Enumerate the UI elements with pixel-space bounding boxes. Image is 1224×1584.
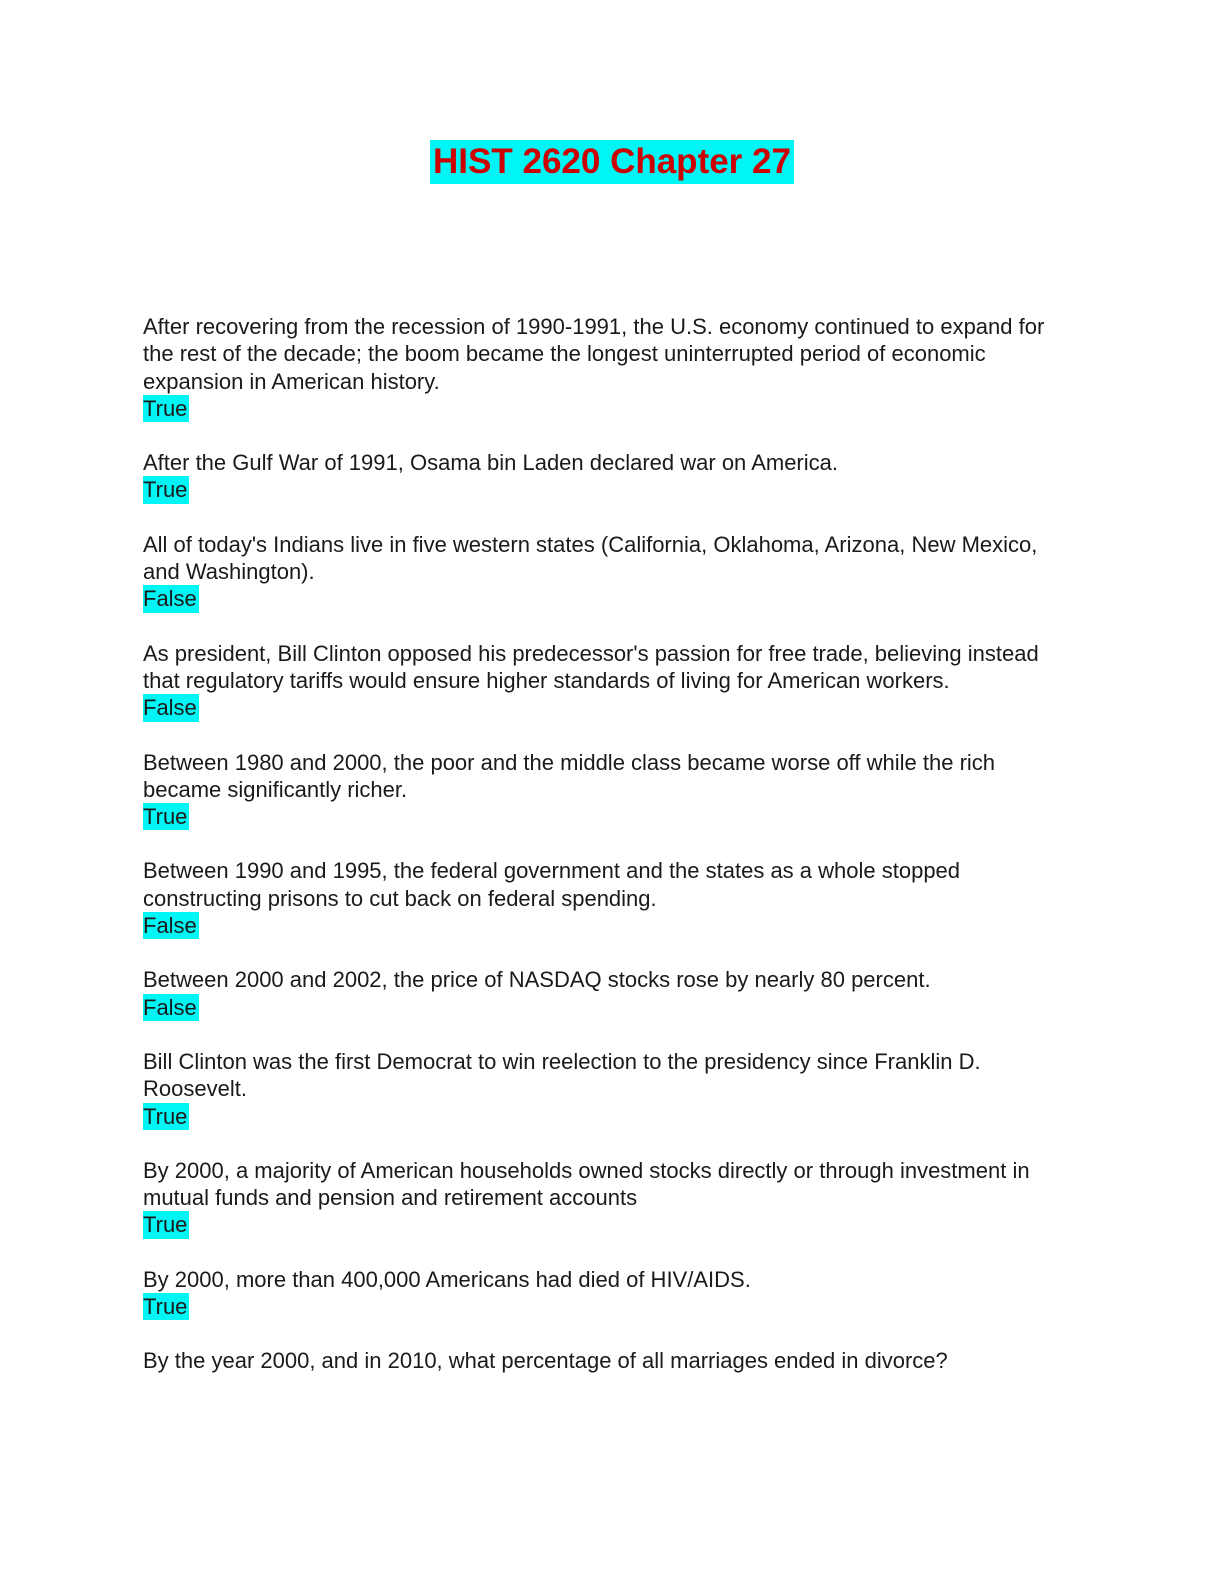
qa-item	[143, 1157, 1073, 1239]
question-text: By 2000, more than 400,000 Americans had died of HIV/AIDS.	[143, 1266, 751, 1292]
title-container	[0, 140, 1224, 184]
qa-item	[143, 857, 1073, 939]
question-text: Bill Clinton was the first Democrat to win reelection to the presidency since Franklin D. Roosevelt.	[143, 1048, 981, 1102]
answer-highlight: True	[143, 395, 188, 421]
question-text: As president, Bill Clinton opposed his predecessor's passion for free trade, believing instead that regulatory tariffs would ensure higher standards of living for American workers.	[143, 640, 1039, 693]
qa-item	[143, 1266, 1073, 1321]
question-text: After the Gulf War of 1991, Osama bin Laden declared war on America.	[143, 450, 838, 476]
question-text: After recovering from the recession of 1990-1991, the U.S. economy continued to expand for the rest of the decade; the boom became the longest uninterrupted period of economic expansion in American history.	[143, 314, 1045, 394]
qa-item	[143, 1048, 1073, 1130]
answer-highlight: False	[143, 695, 197, 721]
qa-item	[143, 640, 1073, 722]
answer-highlight: True	[143, 1212, 188, 1238]
qa-item	[143, 749, 1073, 831]
answer-highlight: False	[143, 994, 197, 1020]
qa-item	[143, 313, 1073, 422]
question-text: By the year 2000, and in 2010, what percentage of all marriages ended in divorce?	[143, 1348, 948, 1374]
answer-highlight: True	[143, 804, 188, 830]
question-text: By 2000, a majority of American households owned stocks directly or through investment in mutual funds and pension and retirement accounts	[143, 1157, 1030, 1211]
qa-item	[143, 449, 1073, 504]
answer-highlight: False	[143, 913, 197, 939]
qa-item	[143, 1347, 1073, 1374]
answer-highlight: True	[143, 477, 188, 503]
qa-item	[143, 966, 1073, 1021]
answer-highlight: False	[143, 586, 197, 612]
question-text: Between 1980 and 2000, the poor and the middle class became worse off while the rich became significantly richer.	[143, 749, 996, 802]
question-text: Between 1990 and 1995, the federal government and the states as a whole stopped constructing prisons to cut back on federal spending.	[143, 858, 961, 911]
question-text: All of today's Indians live in five western states (California, Oklahoma, Arizona, New Mexico, and Washington).	[143, 531, 1038, 585]
qa-item	[143, 531, 1073, 613]
page-title: HIST 2620 Chapter 27	[430, 140, 794, 184]
answer-highlight: True	[143, 1294, 188, 1320]
answer-highlight: True	[143, 1103, 188, 1129]
question-text: Between 2000 and 2002, the price of NASDAQ stocks rose by nearly 80 percent.	[143, 967, 931, 993]
question-list	[143, 313, 1073, 1402]
